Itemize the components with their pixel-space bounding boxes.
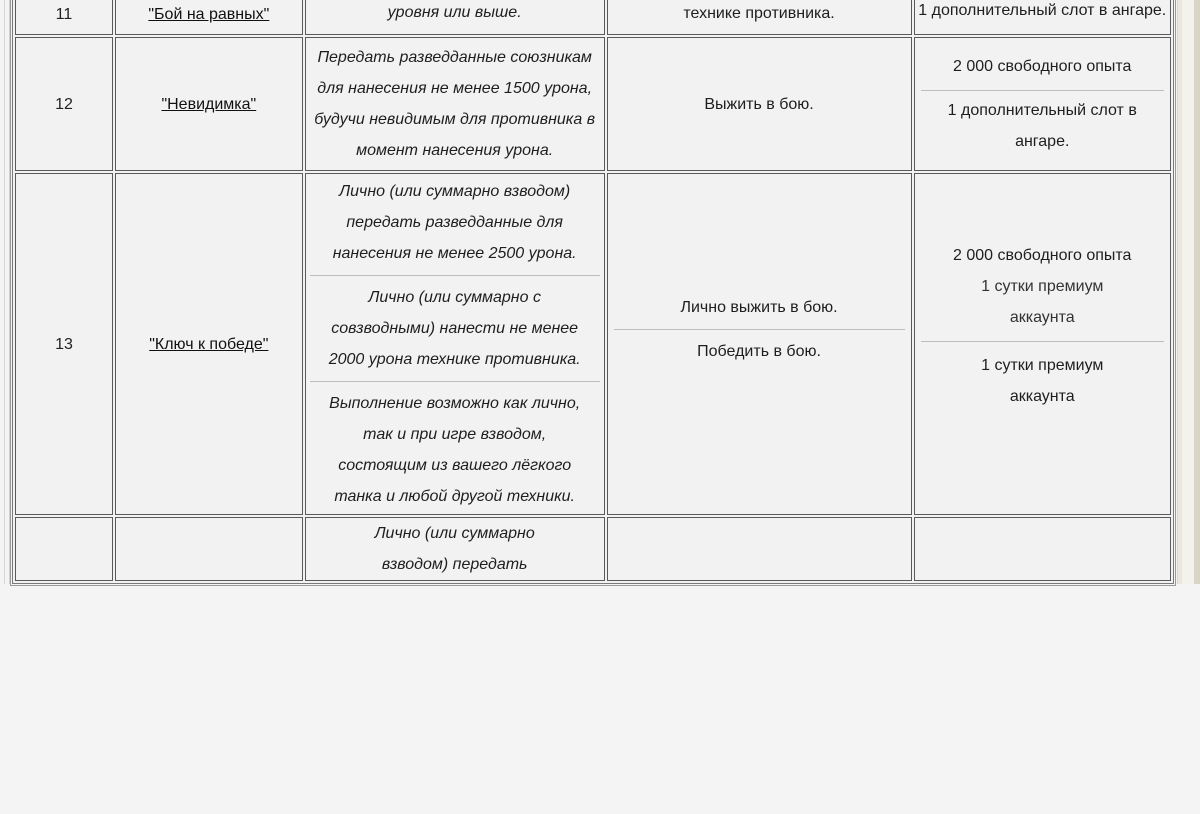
additional-condition-cell xyxy=(607,37,912,171)
quest-name-cell xyxy=(115,0,303,35)
reward-cell xyxy=(914,517,1172,581)
main-condition-text: Передать разведданные союзникам для нанесения не менее 1500 урона, будучи невидимым для противника в момент нанесения урона. xyxy=(314,49,596,159)
main-condition-text: Лично (или суммарно взводом) передать xyxy=(374,525,535,573)
reward-item: 1 сутки премиум аккаунта xyxy=(981,278,1104,326)
quest-name-cell xyxy=(115,173,303,515)
quest-name-link[interactable]: "Невидимка" xyxy=(161,95,257,113)
main-condition-text: Лично (или суммарно взводом) передать разведданные для нанесения не менее 2500 урона. xyxy=(332,183,577,262)
main-condition-text: Лично (или суммарно с совзводными) нанести не менее 2000 урона технике противника. xyxy=(328,289,581,368)
page-left-rule-inner xyxy=(9,0,10,584)
main-condition-cell xyxy=(305,37,605,171)
quest-name-link[interactable]: "Бой на равных" xyxy=(148,6,270,23)
table-row xyxy=(15,37,1171,171)
reward-item: 2 000 свободного опыта xyxy=(953,58,1132,75)
quest-number: 11 xyxy=(55,6,73,23)
reward-cell xyxy=(914,0,1172,35)
quest-number-cell xyxy=(15,173,113,515)
quest-number-cell xyxy=(15,517,113,581)
main-condition-cell xyxy=(305,517,605,581)
reward-divider xyxy=(921,341,1165,342)
additional-condition-text: Победить в бою. xyxy=(697,342,821,360)
condition-divider xyxy=(614,329,905,330)
reward-item: 2 000 свободного опыта xyxy=(953,247,1132,264)
reward-item: 1 дополнительный слот в ангаре. xyxy=(947,102,1137,150)
additional-condition-text: технике противника. xyxy=(683,5,835,22)
reward-item: 1 сутки премиум аккаунта xyxy=(981,357,1104,405)
reward-cell xyxy=(914,173,1172,515)
main-condition-cell xyxy=(305,173,605,515)
quest-name-cell xyxy=(115,517,303,581)
scrollbar-inner xyxy=(1182,0,1194,584)
main-condition-text: Выполнение возможно как лично, так и при игре взводом, состоящим из вашего лёгкого танка и любой другой техники. xyxy=(329,395,581,505)
additional-condition-cell xyxy=(607,517,912,581)
quest-number-cell xyxy=(15,0,113,35)
reward-divider xyxy=(921,90,1165,91)
main-condition-cell xyxy=(305,0,605,35)
quest-number: 13 xyxy=(55,335,73,353)
quest-name-link[interactable]: "Ключ к победе" xyxy=(149,335,269,353)
reward-text: 1 дополнительный слот в ангаре. xyxy=(918,2,1167,19)
table-row xyxy=(15,517,1171,581)
scrollbar-track[interactable] xyxy=(1177,0,1200,584)
quest-name-cell xyxy=(115,37,303,171)
reward-cell xyxy=(914,37,1172,171)
quest-number-cell xyxy=(15,37,113,171)
additional-condition-cell xyxy=(607,173,912,515)
additional-condition-text: Лично выжить в бою. xyxy=(680,298,838,316)
additional-condition-text: Выжить в бою. xyxy=(704,95,814,113)
additional-condition-cell xyxy=(607,0,912,35)
table-row xyxy=(15,173,1171,515)
page-left-rule xyxy=(4,0,5,584)
main-condition-text: уровня или выше. xyxy=(387,4,522,21)
table-row xyxy=(15,0,1171,35)
condition-divider xyxy=(310,381,600,382)
condition-divider xyxy=(310,275,600,276)
quest-number: 12 xyxy=(55,95,73,113)
scrollbar-edge xyxy=(1194,0,1200,584)
quests-table xyxy=(12,0,1174,584)
